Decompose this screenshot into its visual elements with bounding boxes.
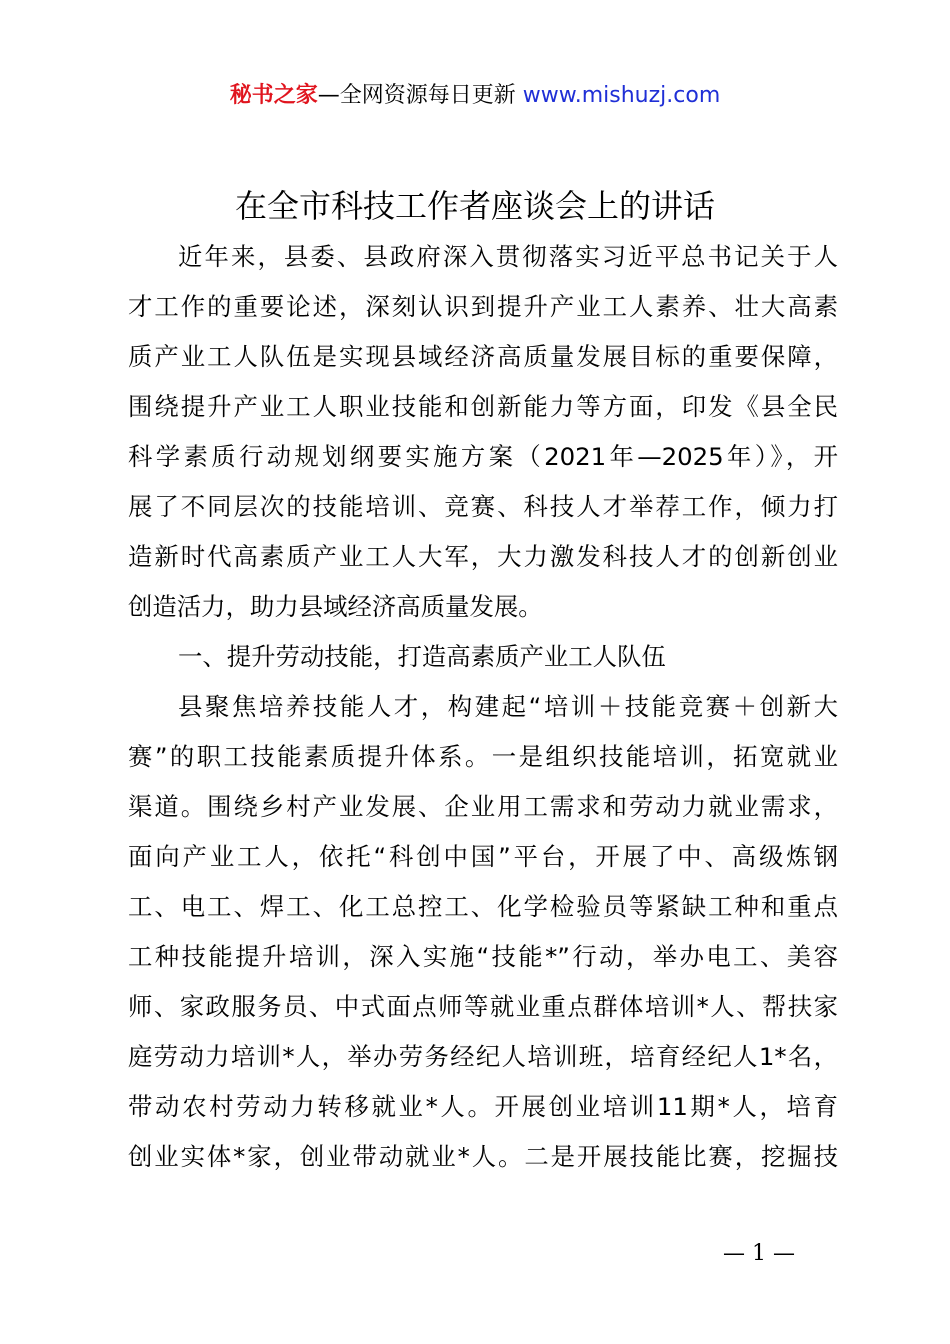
paragraph-line: 庭劳动力培训*人，举办劳务经纪人培训班，培育经纪人1*名， — [128, 1042, 838, 1071]
paragraph-line: 创业实体*家，创业带动就业*人。二是开展技能比赛，挖掘技 — [128, 1142, 838, 1171]
paragraph-line: 工种技能提升培训，深入实施“技能*”行动，举办电工、美容 — [128, 942, 838, 971]
site-header — [0, 80, 950, 112]
paragraph-line: 师、家政服务员、中式面点师等就业重点群体培训*人、帮扶家 — [128, 992, 838, 1021]
document-body — [128, 232, 838, 1182]
paragraph-line: 科学素质行动规划纲要实施方案（2021年—2025年）》，开 — [128, 442, 838, 471]
paragraph-line: 围绕提升产业工人职业技能和创新能力等方面，印发《县全民 — [128, 392, 838, 421]
paragraph-line: 展了不同层次的技能培训、竞赛、科技人才举荐工作，倾力打 — [128, 492, 838, 521]
paragraph-line: 创造活力，助力县域经济高质量发展。 — [128, 592, 543, 621]
site-brand: 秘书之家 — [229, 83, 318, 108]
paragraph-line: 近年来，县委、县政府深入贯彻落实习近平总书记关于人 — [178, 242, 838, 271]
paragraph-line: 才工作的重要论述，深刻认识到提升产业工人素养、壮大高素 — [128, 292, 838, 321]
paragraph-line: 面向产业工人，依托“科创中国”平台，开展了中、高级炼钢 — [128, 842, 838, 871]
site-url-link[interactable]: www.mishuzj.com — [522, 83, 721, 108]
paragraph-line: 赛”的职工技能素质提升体系。一是组织技能培训，拓宽就业 — [128, 742, 838, 771]
paragraph-line: 渠道。围绕乡村产业发展、企业用工需求和劳动力就业需求， — [128, 792, 838, 821]
paragraph-line: 工、电工、焊工、化工总控工、化学检验员等紧缺工种和重点 — [128, 892, 838, 921]
paragraph-line: 县聚焦培养技能人才，构建起“培训＋技能竞赛＋创新大 — [178, 692, 838, 721]
section-heading: 一、提升劳动技能，打造高素质产业工人队伍 — [178, 642, 666, 671]
paragraph-line: 带动农村劳动力转移就业*人。开展创业培训11期*人，培育 — [128, 1092, 838, 1121]
paragraph-line: 造新时代高素质产业工人大军，大力激发科技人才的创新创业 — [128, 542, 838, 571]
document-title: 在全市科技工作者座谈会上的讲话 — [234, 187, 715, 225]
site-slogan: —全网资源每日更新 — [317, 83, 523, 108]
paragraph-line: 质产业工人队伍是实现县域经济高质量发展目标的重要保障， — [128, 342, 838, 371]
page-number: — 1 — — [723, 1241, 795, 1266]
